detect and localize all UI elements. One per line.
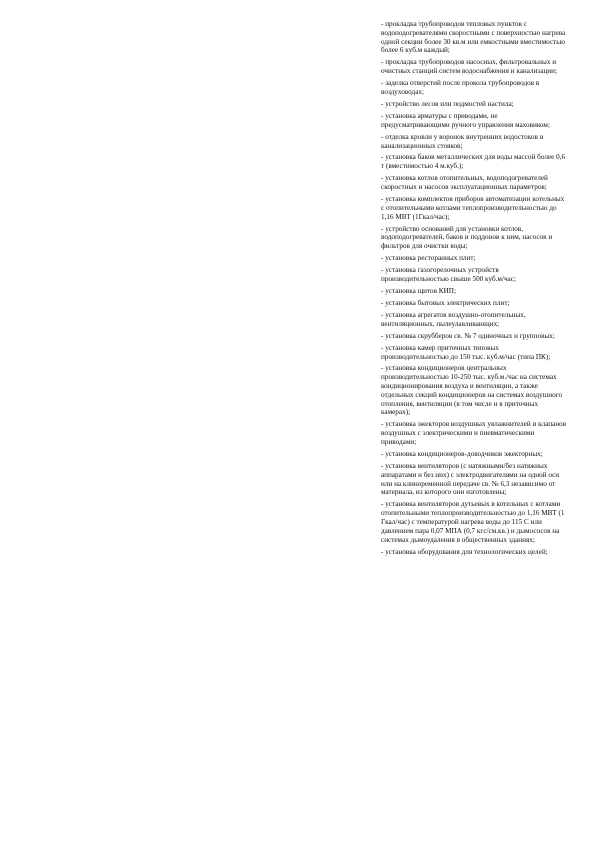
list-item: - установка комплектов приборов автоматизации котельных с отопительными котлами теплопроизводительностью до 1,16 МВТ (1Гкал/час);	[381, 195, 565, 221]
list-item: - устройство оснований для установки котлов, водоподогревателей, баков и поддонов к ним, насосов и фильтров для очистки воды;	[381, 224, 553, 251]
list-item: - установка вентиляторов (с натяжными/без натяжных аппаратами и без них) с электродвигателями на одной оси или на клиноременной передаче св. № 6,3 независимо от материала, из которого они изготовлены;	[381, 462, 560, 497]
list-item: - отделка кровли у воронок внутренних водостоков и канализационных стояков;	[381, 132, 544, 150]
list-item: - установка скрубберов св. № 7 одиночных и групповых;	[381, 331, 555, 340]
list-item: - установка оборудования для технологических целей;	[381, 547, 548, 556]
list-item: - установка вентиляторов дутьевых в котельных с котлами отопительными теплопроизводительностью до 1,16 МВТ (1 Гкал/час) с температурой нагрева воды до 115 С или давлением пара 0,07 МПА (0,7 кгс/см.кв.) и дымососов на системах дымоудаления в общественных зданиях;	[381, 500, 565, 544]
list-item: - установка щитов КИП;	[381, 286, 456, 295]
list-item: - установка кондиционеров-доводчиков эжекторных;	[381, 450, 543, 459]
list-item: - прокладка трубопроводов тепловых пунктов с водоподогревателями скоростными с поверхностью нагрева одной секции более 30 кв.м или емкостными вместимостью более 6 куб.м каждый;	[381, 20, 566, 55]
list-item: - установка камер приточных типовых производительностью до 150 тыс. куб.м/час (типа ПК);	[381, 343, 551, 361]
list-item: - установка котлов отопительных, водоподогревателей скоростных и насосов эксплуатационных параметров;	[381, 174, 548, 192]
list-item: - установка газогорелочных устройств производительностью свыше 500 куб.м/час;	[381, 266, 516, 283]
list-item: - установка кондиционеров центральных производительностью 10-250 тыс. куб.м./час на системах кондиционирования воздуха и вентиляции, а также отдельных секций кондиционеров на системах воздушного отопления, вентиляции (в том числе и в приточных камерах);	[381, 364, 563, 417]
list-item: - установка эжекторов воздушных увлажнителей и клапанов воздушных с электрическими и пневматическими приводами;	[381, 420, 567, 447]
work-items-list	[381, 20, 567, 560]
list-item: - установка баков металлических для воды массой более 0,6 т (вместимостью 4 м.куб.);	[381, 153, 566, 171]
list-item: - установка бытовых электрических плит;	[381, 298, 510, 307]
list-item: - устройство лесов или подмостей настила;	[381, 99, 514, 108]
list-item: - установка агрегатов воздушно-отопительных, вентиляционных, пылеулавливающих;	[381, 310, 526, 328]
list-item: - прокладка трубопроводов насосных, фильтровальных и очистных станций систем водоснабжения и канализации;	[381, 58, 557, 76]
list-item: - установка ресторанных плит;	[381, 254, 476, 263]
list-item: - заделка отверстий после прокола трубопроводов в воздуховодах;	[381, 79, 540, 96]
list-item: - установка арматуры с приводами, не предусматривающими ручного управления маховиком;	[381, 111, 550, 129]
